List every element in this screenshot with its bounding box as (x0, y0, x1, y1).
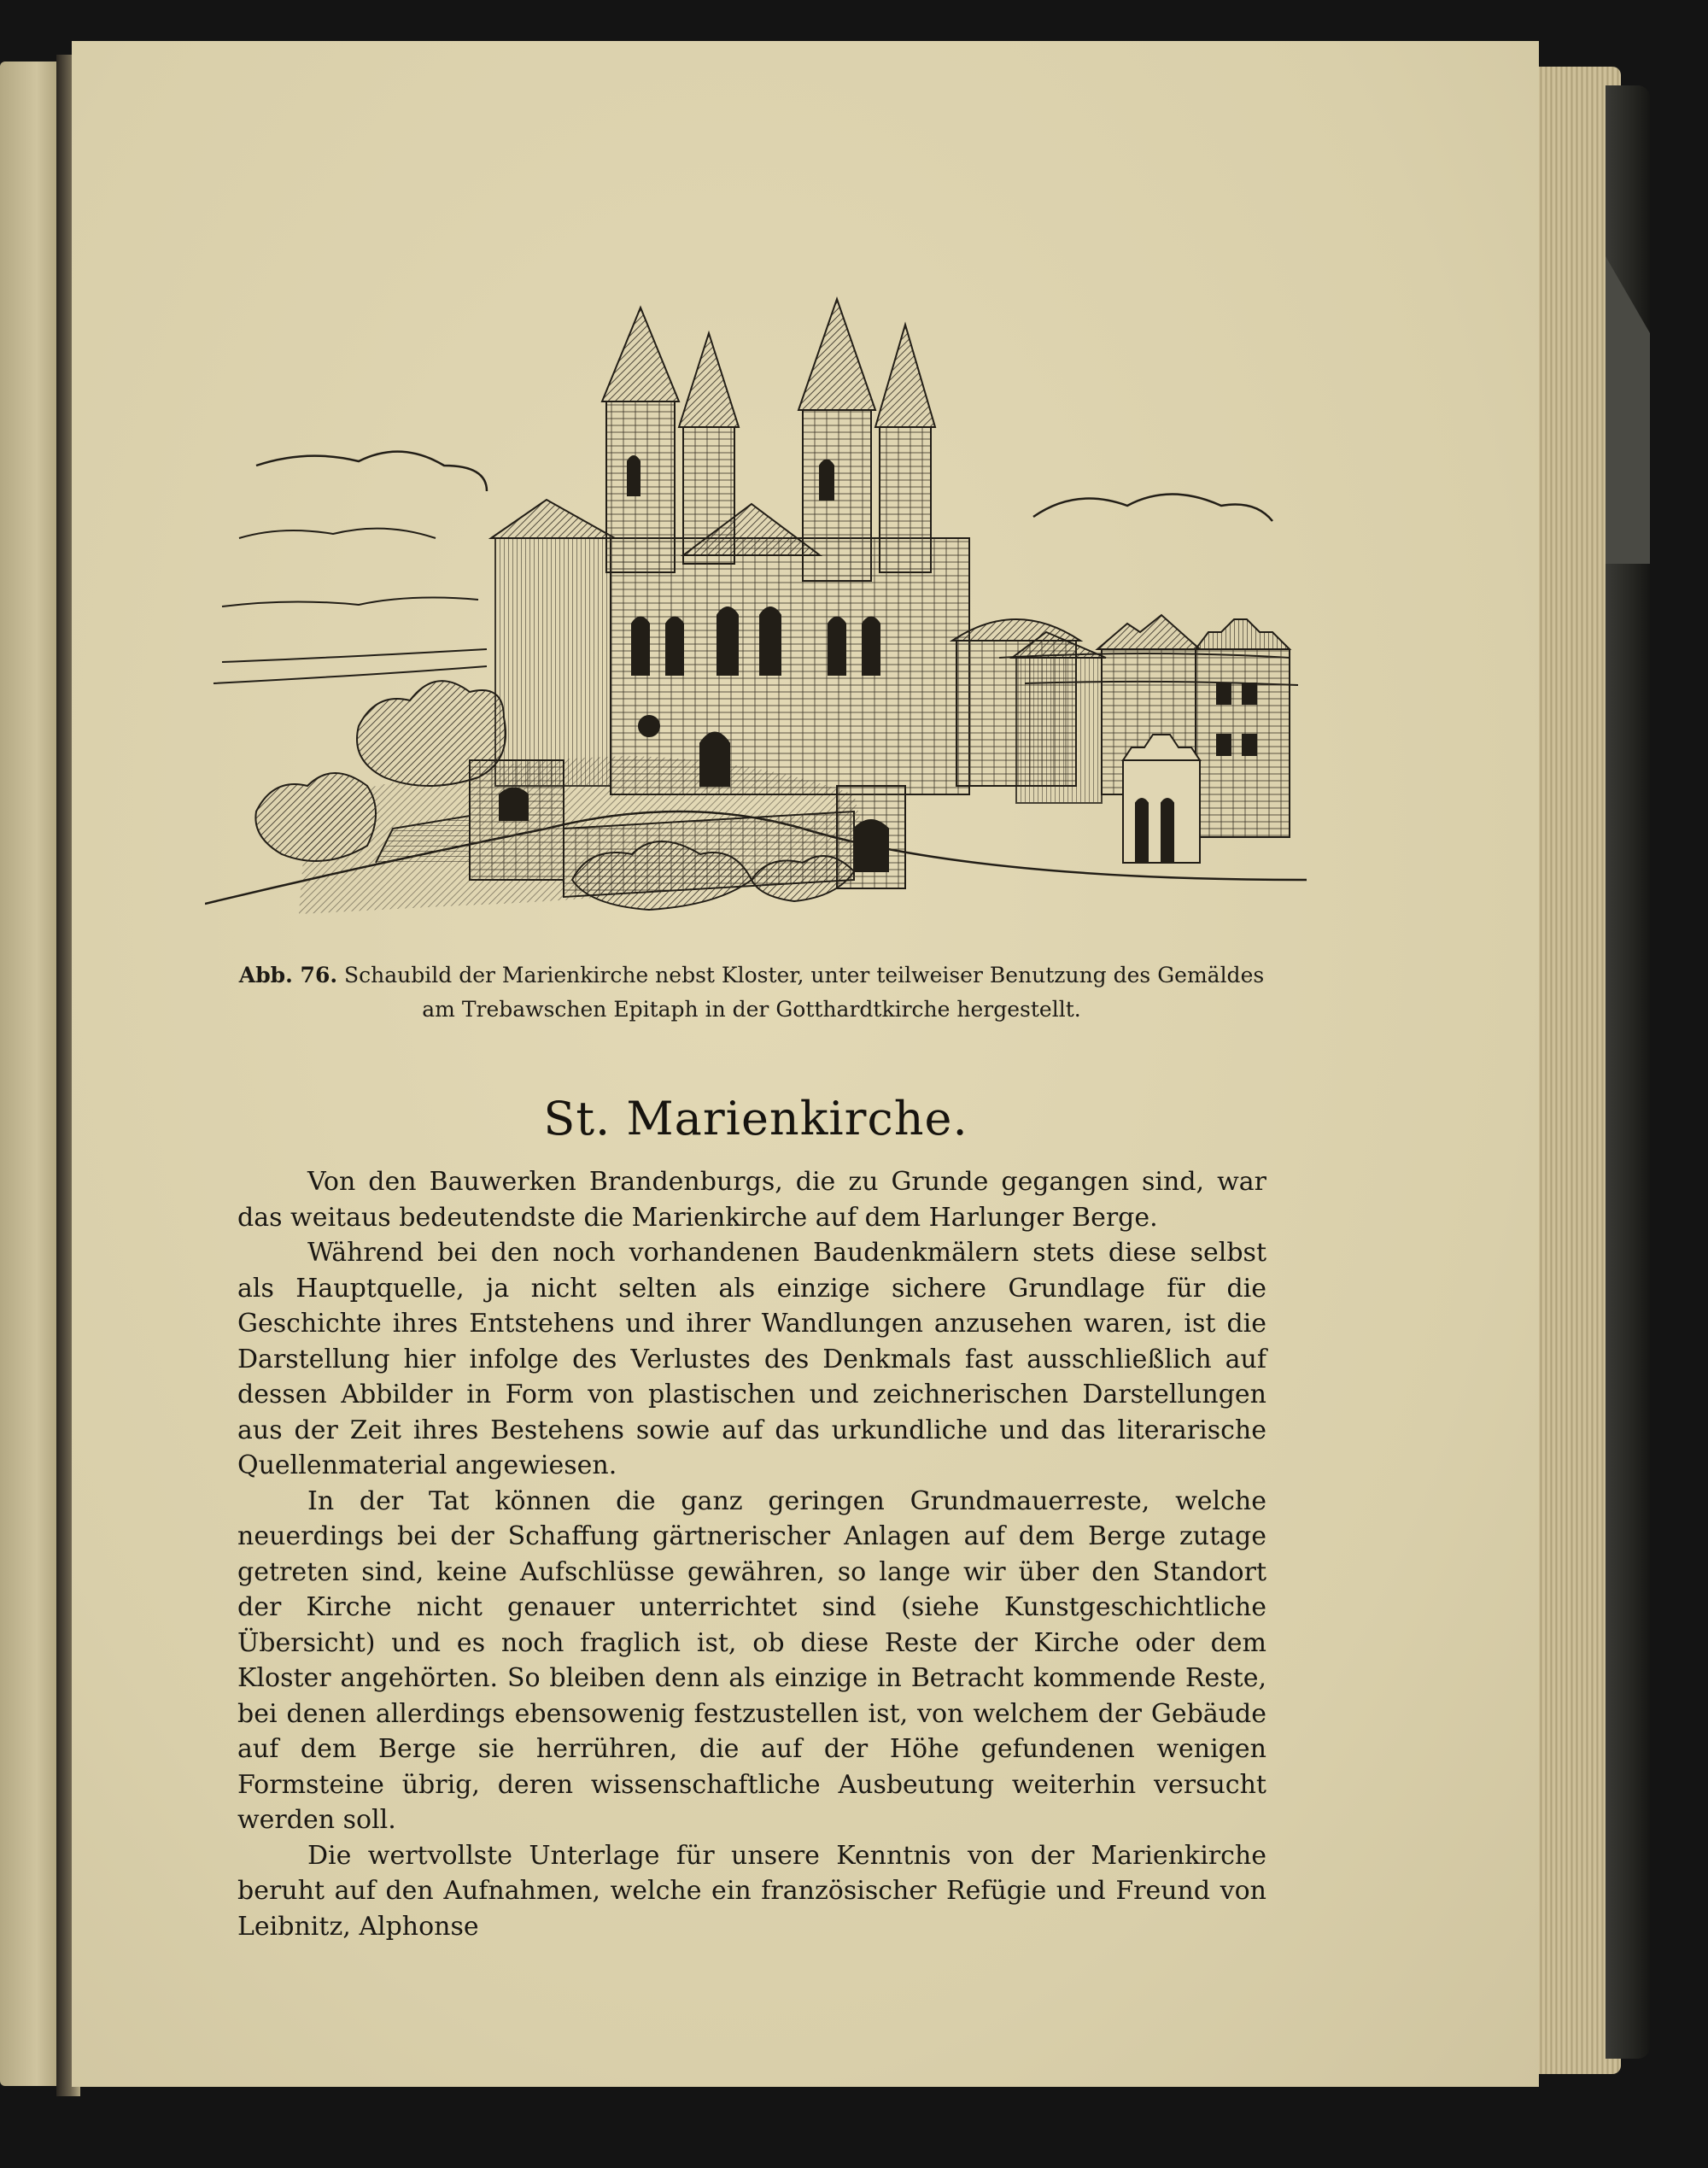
paragraph-4: Die wertvollste Unterlage für unsere Kenntnis von der Marienkirche beruht auf den Aufnahmen, welche ein französischer Refügie und Freund von Leibnitz, Alphonse (237, 1840, 1266, 1942)
paragraph-3: In der Tat können die ganz geringen Grundmauerreste, welche neuerdings bei der Schaffung gärtnerischer Anlagen auf dem Berge zutage getreten sind, keine Aufschlüsse gewähren, so lange wir über den Standort der Kirche nicht genauer unterrichtet sind (siehe Kunstgeschichtliche Übersicht) und es noch fraglich ist, ob diese Reste der Kirche oder dem Kloster angehörten. So bleiben denn als einzige in Betracht kommende Reste, bei denen allerdings ebensowenig festzustellen ist, von welchem der Gebäude auf dem Berge sie herrühren, die auf der Höhe gefundenen wenigen Formsteine übrig, deren wissenschaftliche Ausbeutung weiterhin versucht werden soll. (237, 1485, 1266, 1835)
church-illustration (205, 282, 1307, 931)
figure-caption-text: Schaubild der Marienkirche nebst Kloster, unter teilweiser Benutzung des Gemäldes am Trebawschen Epitaph in der Gotthardtkirche hergestellt. (344, 963, 1265, 1022)
paragraph-1: Von den Bauwerken Brandenburgs, die zu Grunde gegangen sind, war das weitaus bedeutendste die Marienkirche auf dem Harlunger Berge. (237, 1167, 1266, 1233)
section-title: St. Marienkirche. (543, 1092, 968, 1146)
body-text (237, 1164, 1266, 1944)
figure-label: Abb. 76. (238, 963, 338, 987)
paragraph-2: Während bei den noch vorhandenen Baudenkmälern stets diese selbst als Hauptquelle, ja nicht selten als einzige sichere Grundlage für die Geschichte ihres Entstehens und ihrer Wandlungen anzusehen waren, ist die Darstellung hier infolge des Verlustes des Denkmals fast ausschließlich auf dessen Abbilder in Form von plastischen und zeichnerischen Darstellungen aus der Zeit ihres Bestehens sowie auf das urkundliche und das literarische Quellenmaterial angewiesen. (237, 1238, 1266, 1480)
figure-caption (235, 958, 1268, 1027)
